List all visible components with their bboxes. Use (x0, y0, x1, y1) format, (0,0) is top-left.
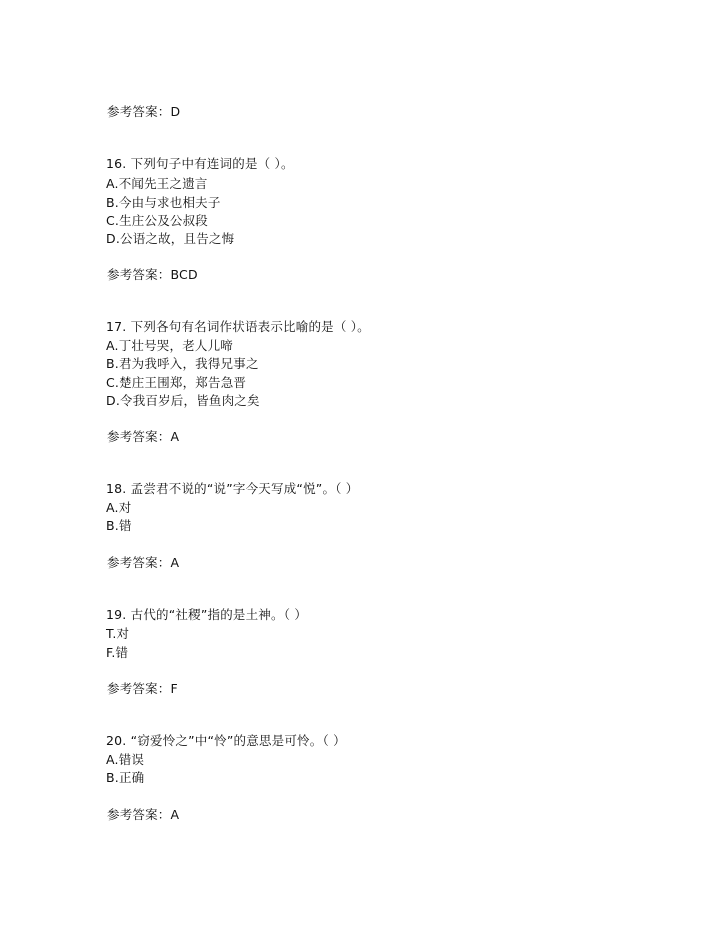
answer-18: 参考答案：A (107, 555, 180, 570)
option-b: B.错 (106, 518, 132, 533)
question-stem: 18. 孟尝君不说的“说”字今天写成“悦”。（ ） (106, 481, 359, 496)
option-b: B.今由与求也相夫子 (106, 195, 221, 210)
option-d: D.令我百岁后，皆鱼肉之矣 (106, 393, 260, 408)
answer-19: 参考答案：F (107, 681, 178, 696)
answer-20: 参考答案：A (107, 807, 180, 822)
option-a: A.错误 (106, 752, 145, 767)
option-b: B.君为我呼入，我得兄事之 (106, 356, 259, 371)
question-stem: 16. 下列句子中有连词的是（ ）。 (106, 156, 294, 171)
option-f: F.错 (106, 645, 129, 660)
question-stem: 19. 古代的“社稷”指的是土神。（ ） (106, 607, 308, 622)
option-d: D.公语之故，且告之悔 (106, 231, 235, 246)
option-c: C.生庄公及公叔段 (106, 213, 209, 228)
answer-16: 参考答案：BCD (107, 267, 198, 282)
option-a: A.不闻先王之遗言 (106, 176, 208, 191)
option-a: A.对 (106, 500, 132, 515)
option-t: T.对 (106, 626, 130, 641)
option-a: A.丁壮号哭，老人儿啼 (106, 338, 234, 353)
option-b: B.正确 (106, 770, 145, 785)
question-stem: 20. “窃爱怜之”中“怜”的意思是可怜。（ ） (106, 733, 346, 748)
answer-15: 参考答案：D (107, 104, 181, 119)
answer-17: 参考答案：A (107, 429, 180, 444)
question-stem: 17. 下列各句有名词作状语表示比喻的是（ ）。 (106, 319, 370, 334)
option-c: C.楚庄王围郑，郑告急晋 (106, 375, 247, 390)
